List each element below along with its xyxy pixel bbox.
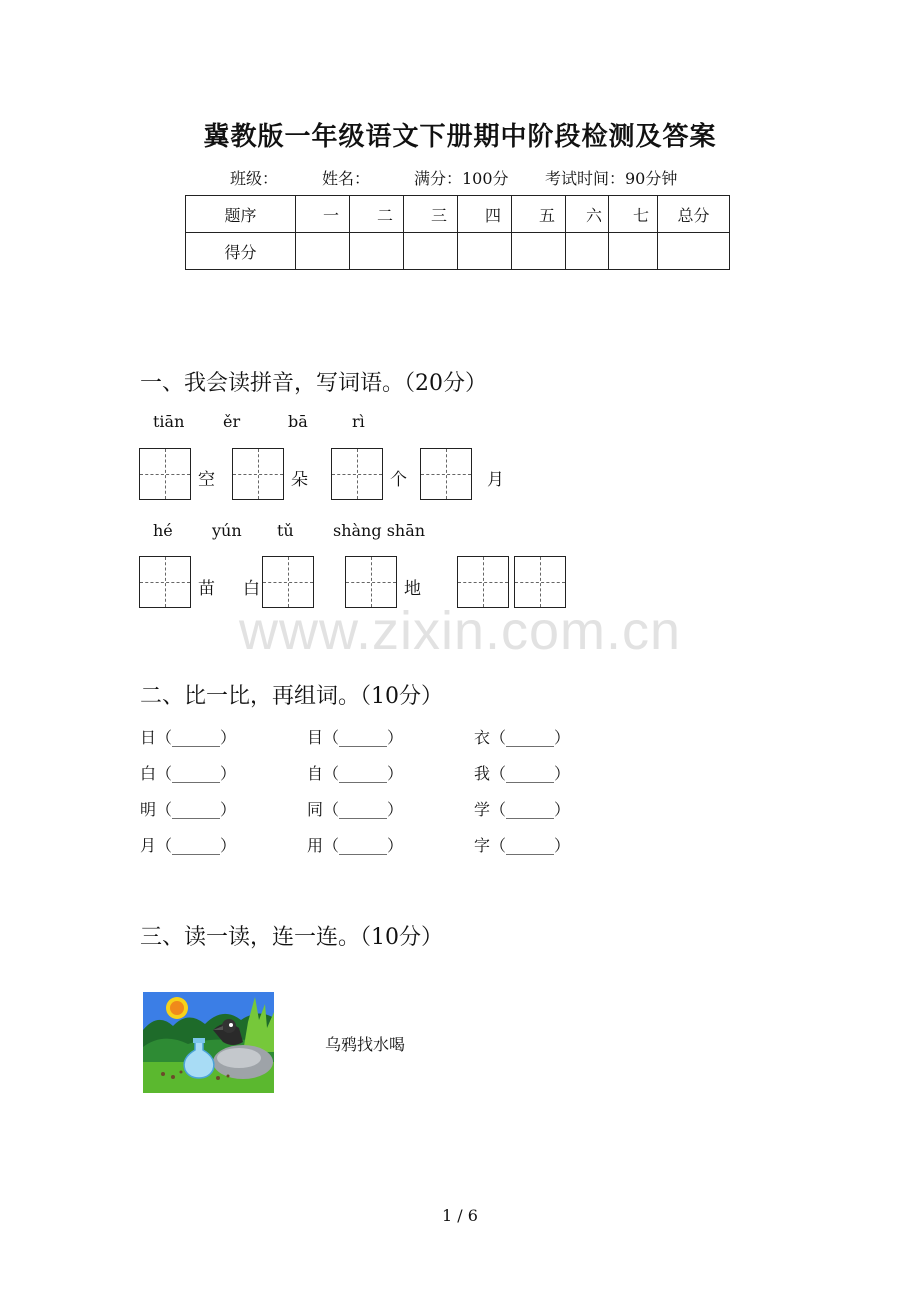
writing-grid-box[interactable] <box>420 448 472 500</box>
section2-heading: 二、比一比，再组词。（10分） <box>140 684 443 709</box>
word-group-item[interactable]: 我（______） <box>474 764 571 783</box>
word-group-item[interactable]: 日（______） <box>140 728 237 747</box>
score-cell[interactable] <box>512 233 566 270</box>
score-table-header-row <box>186 196 730 233</box>
pinyin-label: ěr <box>223 412 241 431</box>
given-character: 朵 <box>291 470 308 490</box>
score-cell[interactable] <box>658 233 730 270</box>
header-cell: 总分 <box>658 196 730 233</box>
given-character: 苗 <box>198 579 215 599</box>
word-group-item[interactable]: 自（______） <box>307 764 404 783</box>
writing-grid-box[interactable] <box>232 448 284 500</box>
class-label: 班级： <box>230 169 279 188</box>
word-group-item[interactable]: 月（______） <box>140 836 237 855</box>
pinyin-label: bā <box>288 412 308 431</box>
header-cell: 五 <box>512 196 566 233</box>
header-cell: 三 <box>404 196 458 233</box>
score-cell[interactable] <box>566 233 609 270</box>
word-group-item[interactable]: 同（______） <box>307 800 404 819</box>
pinyin-label: tǔ <box>277 521 294 540</box>
score-cell[interactable] <box>404 233 458 270</box>
header-cell: 一 <box>296 196 350 233</box>
word-group-item[interactable]: 目（______） <box>307 728 404 747</box>
writing-grid-box[interactable] <box>331 448 383 500</box>
header-cell: 七 <box>609 196 658 233</box>
score-cell[interactable] <box>296 233 350 270</box>
header-cell: 二 <box>350 196 404 233</box>
pinyin-label: rì <box>352 412 365 431</box>
writing-grid-box[interactable] <box>139 448 191 500</box>
score-cell[interactable] <box>609 233 658 270</box>
given-character: 个 <box>390 470 407 490</box>
header-cell: 六 <box>566 196 609 233</box>
name-label: 姓名： <box>322 169 371 188</box>
pinyin-label: tiān <box>153 412 185 431</box>
given-character: 地 <box>404 579 421 599</box>
given-character: 空 <box>198 470 215 490</box>
word-group-item[interactable]: 用（______） <box>307 836 404 855</box>
word-group-item[interactable]: 明（______） <box>140 800 237 819</box>
given-character: 月 <box>487 470 504 490</box>
full-score-label: 满分：100分 <box>414 169 509 188</box>
pinyin-label: yún <box>212 521 242 540</box>
section1-heading: 一、我会读拼音，写词语。（20分） <box>140 371 487 396</box>
score-table-score-row <box>186 233 730 270</box>
header-cell: 题序 <box>186 196 296 233</box>
page-title: 冀教版一年级语文下册期中阶段检测及答案 <box>203 122 717 152</box>
score-table <box>185 195 730 270</box>
pinyin-label: hé <box>153 521 173 540</box>
section3-heading: 三、读一读，连一连。（10分） <box>140 925 443 950</box>
word-group-item[interactable]: 字（______） <box>474 836 571 855</box>
exam-time-label: 考试时间：90分钟 <box>545 169 678 188</box>
score-cell[interactable] <box>350 233 404 270</box>
row-label-cell: 得分 <box>186 233 296 270</box>
given-character: 白 <box>243 579 260 599</box>
watermark: www.zixin.com.cn <box>238 601 682 661</box>
word-group-item[interactable]: 学（______） <box>474 800 571 819</box>
header-cell: 四 <box>458 196 512 233</box>
pinyin-label: shàng shān <box>333 521 426 540</box>
score-cell[interactable] <box>458 233 512 270</box>
page-number: 1 / 6 <box>442 1206 478 1225</box>
crow-pitcher-illustration <box>143 992 274 1093</box>
story-title: 乌鸦找水喝 <box>325 1035 406 1054</box>
word-group-item[interactable]: 衣（______） <box>474 728 571 747</box>
word-group-item[interactable]: 白（______） <box>140 764 237 783</box>
